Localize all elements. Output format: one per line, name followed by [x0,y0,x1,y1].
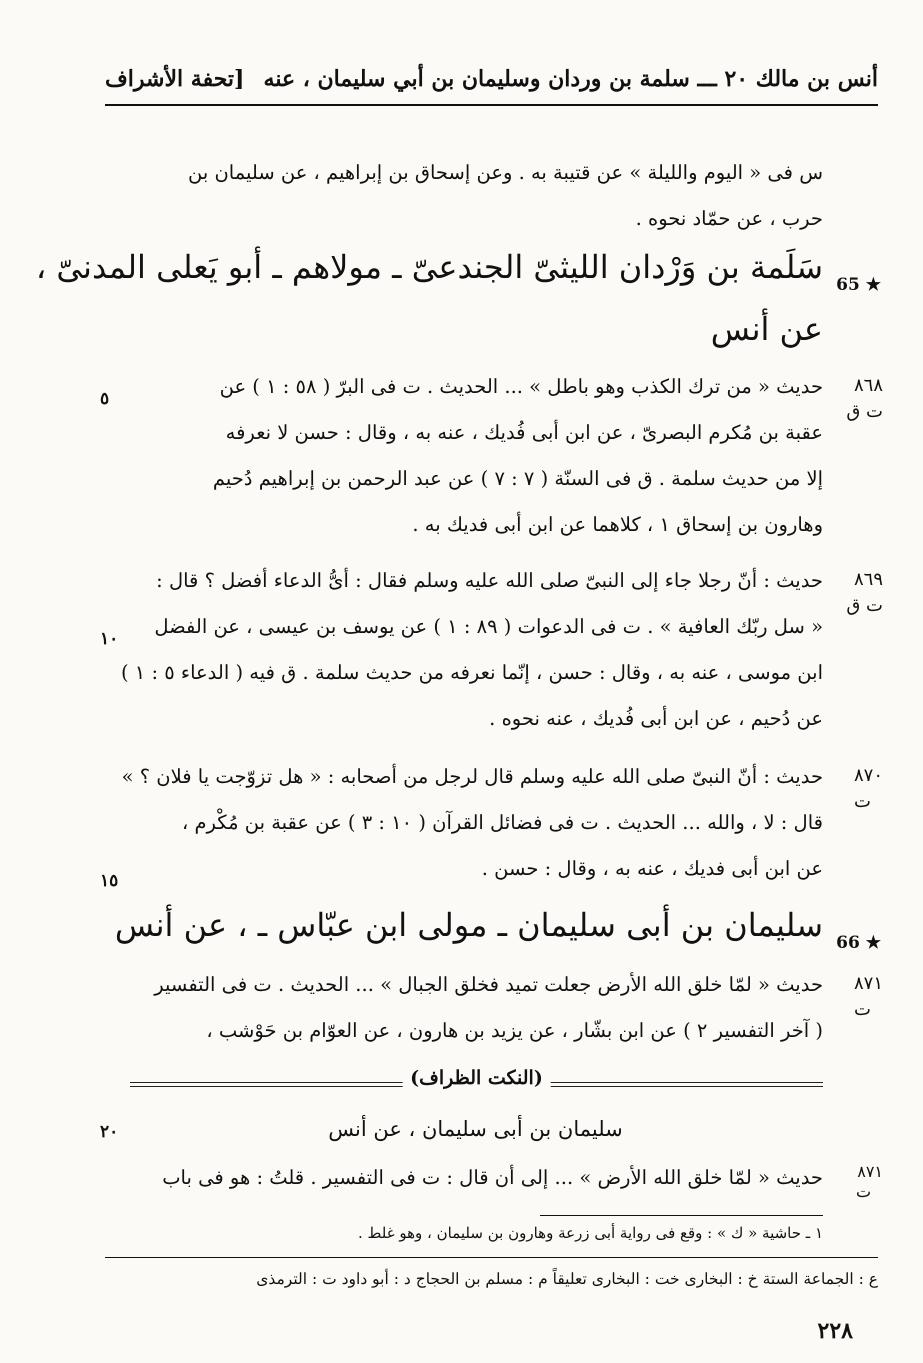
text-line: إلا من حديث سلمة . ق فى السنّة ( ٧ : ٧ ) عن عبد الرحمن بن إبراهيم دُحيم [212,467,823,490]
nukat-text: حديث « لمّا خلق الله الأرض » ... إلى أن قال : ت فى التفسير . قلتُ : هو فى باب [162,1166,823,1189]
footnote-rule [540,1215,823,1216]
text-line: حديث « من ترك الكذب وهو باطل » ... الحديث . ت فى البرّ ( ٥٨ : ١ ) عن [219,375,823,398]
page-number: ٢٢٨ [817,1318,853,1344]
hadith-number-870: ٨٧٠ [853,765,883,786]
hadith-number-868: ٨٦٨ [853,375,883,396]
text-line: عن ابن أبى فديك ، عنه به ، وقال : حسن . [481,857,823,880]
text-line: « سل ربّك العافية » . ت فى الدعوات ( ٨٩ : ١ ) عن يوسف بن عيسى ، عن الفضل [154,615,823,638]
running-header [105,62,878,102]
text-line: ابن موسى ، عنه به ، وقال : حسن ، إنّما نعرفه من حديث سلمة . ق فيه ( الدعاء ٥ : ١ ) [120,661,823,684]
hadith-number-869: ٨٦٩ [853,569,883,590]
line-number-20: ٢٠ [100,1122,119,1142]
footnote: ١ ـ حاشية « ك » : وقع فى رواية أبى زرعة وهارون بن سليمان ، وهو غلط . [358,1224,823,1242]
nukat-hadith-codes: ت [855,1182,871,1201]
text-line: قال : لا ، والله ... الحديث . ت فى فضائل القرآن ( ١٠ : ٣ ) عن عقبة بن مُكْرم ، [181,811,823,834]
header-rule [105,104,878,106]
section-65-marker: ★ 65 [836,275,881,295]
line-number-10: ١٠ [100,629,119,649]
header-title: أنس بن مالك ٢٠ ـــ سلمة بن وردان وسليمان بن أبي سليمان ، عنه [263,66,878,92]
text-line: عن دُحيم ، عن ابن أبى فُديك ، عنه نحوه . [489,707,823,730]
section-65-heading: سَلَمة بن وَرْدان الليثىّ الجندعىّ ـ مولاهم ـ أبو يَعلى المدنىّ ، [35,248,823,286]
text-line: حرب ، عن حمّاد نحوه . [635,207,823,230]
text-line: حديث « لمّا خلق الله الأرض جعلت تميد فخلق الجبال » ... الحديث . ت فى التفسير [154,973,823,996]
nukat-hadith-number: ٨٧١ [857,1162,883,1181]
section-66-marker: ★ 66 [836,933,881,953]
text-line: حديث : أنّ رجلا جاء إلى النبىّ صلى الله عليه وسلم فقال : أىُّ الدعاء أفضل ؟ قال : [156,569,823,592]
nukat-subheading: سليمان بن أبى سليمان ، عن أنس [328,1117,623,1141]
nukat-separator [130,1067,823,1094]
text-line: حديث : أنّ النبىّ صلى الله عليه وسلم قال لرجل من أصحابه : « هل تزوّجت يا فلان ؟ » [121,765,823,788]
section-66-heading: سليمان بن أبى سليمان ـ مولى ابن عبّاس ـ ، عن أنس [114,906,823,944]
section-65-heading-cont: عن أنس [710,310,823,348]
text-line: ( آخر التفسير ٢ ) عن ابن بشّار ، عن يزيد بن هارون ، عن العوّام بن حَوْشب ، [206,1019,823,1042]
text-line: وهارون بن إسحاق ١ ، كلاهما عن ابن أبى فديك به . [412,513,823,536]
hadith-codes-869: ت ق [846,595,883,616]
text-line: س فى « اليوم والليلة » عن قتيبة به . وعن إسحاق بن إبراهيم ، عن سليمان بن [187,161,823,184]
text-line: عقبة بن مُكرم البصرىّ ، عن ابن أبى فُديك ، عنه به ، وقال : حسن لا نعرفه [225,421,823,444]
line-number-5: ٥ [100,389,110,409]
abbrev-rule [105,1257,878,1258]
hadith-codes-870: ت [854,791,871,812]
nukat-label: (النكت الظراف) [402,1067,551,1089]
hadith-number-871: ٨٧١ [853,973,883,994]
line-number-15: ١٥ [100,871,119,891]
hadith-codes-868: ت ق [846,401,883,422]
header-book-title: [تحفة الأشراف [105,66,245,92]
hadith-codes-871: ت [854,999,871,1020]
abbreviation-key: ع : الجماعة الستة خ : البخارى خت : البخارى تعليقاً م : مسلم بن الحجاج د : أبو داود ت : الترمذى [256,1270,878,1288]
